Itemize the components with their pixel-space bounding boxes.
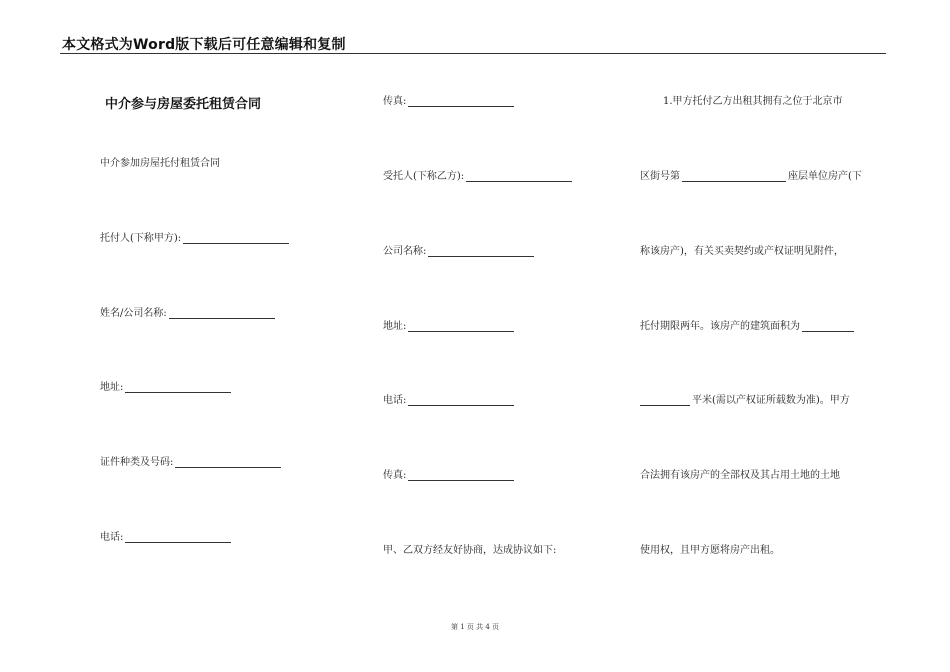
name-label: 姓名/公司名称: — [100, 308, 167, 319]
phone-label-2: 电话: — [383, 395, 407, 406]
fax-label-2: 传真: — [383, 470, 407, 481]
agent-label: 受托人(下称乙方): — [383, 171, 465, 182]
agent-line — [383, 167, 572, 182]
id-line — [100, 453, 281, 468]
company-line — [383, 242, 534, 257]
agreement-line — [383, 541, 556, 556]
clause-line-7 — [640, 541, 780, 556]
header-divider — [60, 53, 886, 54]
clause-text-1: 1.甲方托付乙方出租其拥有之位于北京市 — [663, 96, 843, 107]
clause-line-3 — [640, 242, 844, 257]
phone-line-2 — [383, 391, 514, 406]
clause-line-5 — [640, 391, 850, 406]
page-header: 本文格式为Word版下载后可任意编辑和复制 — [62, 37, 346, 53]
phone-blank-1[interactable] — [125, 531, 231, 543]
clause-text-5b: 平米(需以产权证所载数为准)。甲方 — [692, 395, 850, 406]
fax-blank-2[interactable] — [408, 469, 514, 481]
fax-line-2 — [383, 466, 514, 481]
fax-blank-1[interactable] — [408, 95, 514, 107]
name-line — [100, 304, 275, 319]
phone-line-1 — [100, 528, 231, 543]
clause-line-6 — [640, 466, 840, 481]
document-title: 中介参与房屋委托租赁合同 — [105, 97, 262, 112]
address-blank-2[interactable] — [408, 320, 514, 332]
name-blank[interactable] — [169, 307, 275, 319]
company-label: 公司名称: — [383, 246, 427, 257]
fax-line-1 — [383, 92, 514, 107]
id-label: 证件种类及号码: — [100, 457, 174, 468]
clause-line-1 — [663, 92, 843, 107]
area-blank-b[interactable] — [640, 394, 690, 406]
page-footer: 第 1 页 共 4 页 — [450, 623, 500, 631]
principal-line — [100, 229, 289, 244]
agreement-text: 甲、乙双方经友好协商，达成协议如下: — [383, 545, 557, 556]
address-line-1 — [100, 378, 231, 393]
address-line-2 — [383, 317, 514, 332]
room-number-blank[interactable] — [682, 170, 786, 182]
clause-text-3: 称该房产)，有关买卖契约或产权证明见附件， — [640, 246, 844, 257]
id-blank[interactable] — [175, 456, 281, 468]
address-label-2: 地址: — [383, 321, 407, 332]
clause-text-2b: 座层单位房产(下 — [788, 171, 862, 182]
address-blank-1[interactable] — [125, 381, 231, 393]
address-label-1: 地址: — [100, 382, 124, 393]
clause-text-6: 合法拥有该房产的全部权及其占用土地的土地 — [640, 470, 840, 481]
fax-label-1: 传真: — [383, 96, 407, 107]
clause-text-7: 使用权，且甲方愿将房产出租。 — [640, 545, 780, 556]
contract-subtitle — [100, 154, 220, 169]
area-blank-a[interactable] — [802, 320, 854, 332]
contract-subtitle-text: 中介参加房屋托付租赁合同 — [100, 158, 220, 169]
phone-label-1: 电话: — [100, 532, 124, 543]
phone-blank-2[interactable] — [408, 394, 514, 406]
clause-text-2a: 区街号第 — [640, 171, 680, 182]
principal-label: 托付人(下称甲方): — [100, 233, 182, 244]
clause-text-4a: 托付期限两年。该房产的建筑面积为 — [640, 321, 800, 332]
agent-blank[interactable] — [466, 170, 572, 182]
clause-line-4 — [640, 317, 854, 332]
principal-blank[interactable] — [183, 232, 289, 244]
company-blank[interactable] — [428, 245, 534, 257]
clause-line-2 — [640, 167, 862, 182]
